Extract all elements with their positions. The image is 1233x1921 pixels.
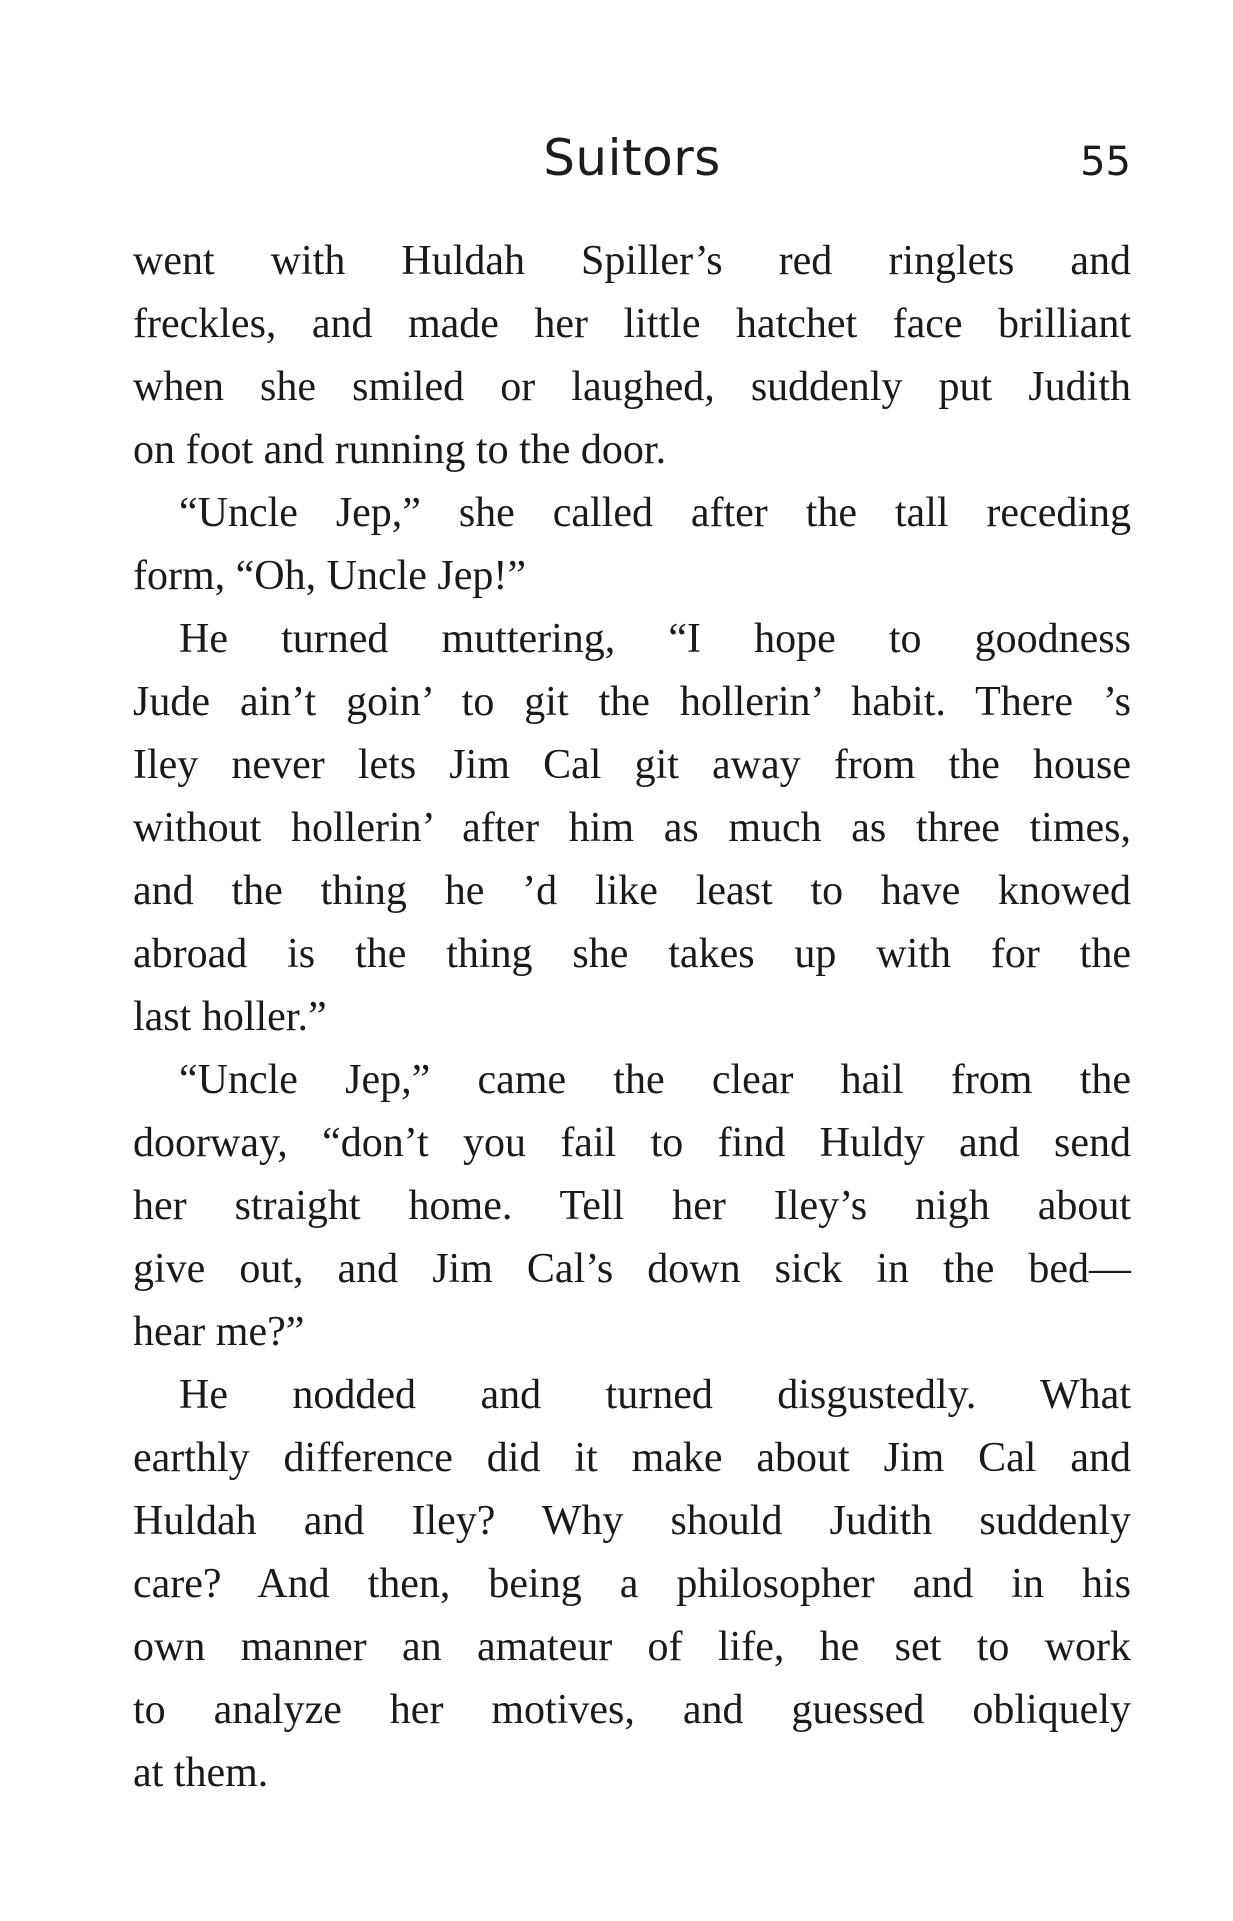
text-line: went with Huldah Spiller’s red ringlets and xyxy=(133,238,1131,284)
text-line: and the thing he ’d like least to have knowed xyxy=(133,868,1131,914)
running-head xyxy=(133,128,1131,198)
text-line: abroad is the thing she takes up with for the xyxy=(133,931,1131,977)
text-line: doorway, “don’t you fail to find Huldy and send xyxy=(133,1120,1131,1166)
text-line: “Uncle Jep,” came the clear hail from the xyxy=(179,1057,1131,1103)
text-line: when she smiled or laughed, suddenly put Judith xyxy=(133,364,1131,410)
text-line: freckles, and made her little hatchet face brilliant xyxy=(133,301,1131,347)
text-line: own manner an amateur of life, he set to work xyxy=(133,1624,1131,1670)
body-text xyxy=(133,230,1131,1805)
text-line: He nodded and turned disgustedly. What xyxy=(179,1372,1131,1418)
text-line: her straight home. Tell her Iley’s nigh about xyxy=(133,1183,1131,1229)
text-line: hear me?” xyxy=(133,1309,305,1355)
paragraph xyxy=(133,608,1131,1049)
text-line: earthly difference did it make about Jim Cal and xyxy=(133,1435,1131,1481)
running-title: Suitors xyxy=(543,129,721,187)
paragraph xyxy=(133,1364,1131,1805)
text-line: last holler.” xyxy=(133,994,327,1040)
text-line: at them. xyxy=(133,1750,269,1796)
text-line: without hollerin’ after him as much as three times, xyxy=(133,805,1131,851)
text-line: Huldah and Iley? Why should Judith suddenly xyxy=(133,1498,1131,1544)
text-line: He turned muttering, “I hope to goodness xyxy=(179,616,1131,662)
paragraph xyxy=(133,230,1131,482)
text-line: Iley never lets Jim Cal git away from the house xyxy=(133,742,1131,788)
text-line: on foot and running to the door. xyxy=(133,427,667,473)
text-line: to analyze her motives, and guessed obliquely xyxy=(133,1687,1131,1733)
text-line: Jude ain’t goin’ to git the hollerin’ habit. There ’s xyxy=(133,679,1131,725)
text-line: form, “Oh, Uncle Jep!” xyxy=(133,553,527,599)
text-line: “Uncle Jep,” she called after the tall receding xyxy=(179,490,1131,536)
paragraph xyxy=(133,482,1131,608)
paragraph xyxy=(133,1049,1131,1364)
text-line: give out, and Jim Cal’s down sick in the bed— xyxy=(133,1246,1131,1292)
text-line: care? And then, being a philosopher and in his xyxy=(133,1561,1131,1607)
page-number: 55 xyxy=(1080,139,1131,185)
